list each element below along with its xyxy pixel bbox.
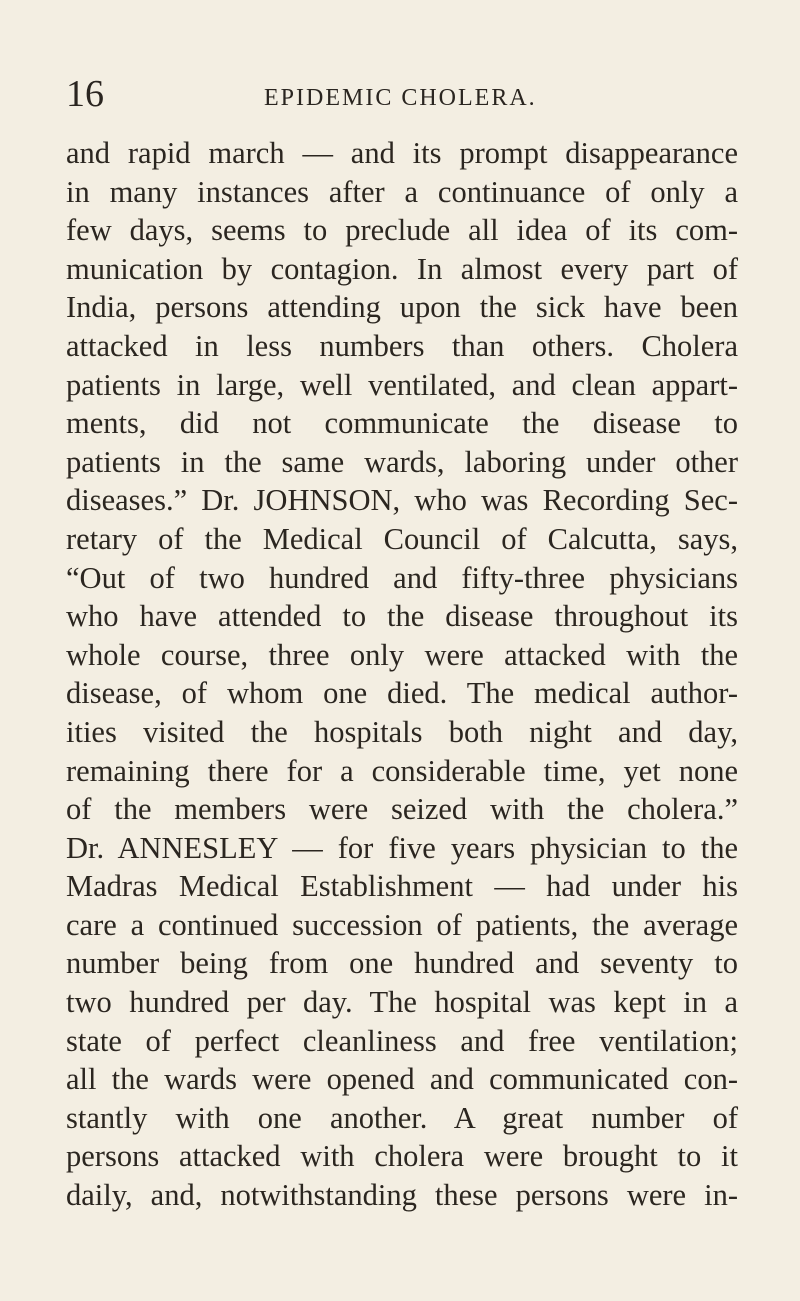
text-line: ities visited the hospitals both night and day,	[66, 714, 738, 749]
body-text	[66, 134, 738, 1215]
text-line: patients in large, well ventilated, and clean appart-	[66, 367, 738, 402]
text-line: India, persons attending upon the sick have been	[66, 290, 738, 325]
text-line: number being from one hundred and seventy to	[66, 946, 738, 981]
text-line: Dr. ANNESLEY — for five years physician to the	[66, 830, 738, 865]
text-line: all the wards were opened and communicated con-	[66, 1062, 738, 1097]
text-line: of the members were seized with the cholera.”	[66, 792, 738, 827]
text-line: ments, did not communicate the disease to	[66, 406, 738, 441]
text-line: Madras Medical Establishment — had under his	[66, 869, 738, 904]
text-line: whole course, three only were attacked with the	[66, 637, 738, 672]
page-number: 16	[66, 73, 104, 115]
text-line: daily, and, notwithstanding these persons were in-	[66, 1178, 738, 1213]
text-line: remaining there for a considerable time, yet none	[66, 753, 738, 788]
text-line: in many instances after a continuance of only a	[66, 174, 738, 209]
text-line: “Out of two hundred and fifty-three physicians	[66, 560, 738, 595]
page-header	[66, 74, 738, 114]
running-head: EPIDEMIC CHOLERA.	[264, 85, 537, 111]
text-line: diseases.” Dr. JOHNSON, who was Recording Sec-	[66, 483, 738, 518]
text-line: stantly with one another. A great number of	[66, 1100, 738, 1135]
text-line: and rapid march — and its prompt disappearance	[66, 136, 738, 170]
text-line: munication by contagion. In almost every part of	[66, 251, 738, 286]
text-line: disease, of whom one died. The medical author-	[66, 676, 738, 711]
text-line: attacked in less numbers than others. Cholera	[66, 328, 738, 363]
text-line: state of perfect cleanliness and free ventilation;	[66, 1023, 738, 1058]
text-line: patients in the same wards, laboring under other	[66, 444, 738, 479]
text-line: retary of the Medical Council of Calcutta, says,	[66, 521, 738, 556]
text-line: care a continued succession of patients, the average	[66, 907, 738, 942]
text-line: who have attended to the disease throughout its	[66, 599, 738, 634]
text-line: few days, seems to preclude all idea of its com-	[66, 213, 738, 248]
text-line: persons attacked with cholera were brought to it	[66, 1139, 738, 1174]
text-line: two hundred per day. The hospital was kept in a	[66, 985, 738, 1020]
